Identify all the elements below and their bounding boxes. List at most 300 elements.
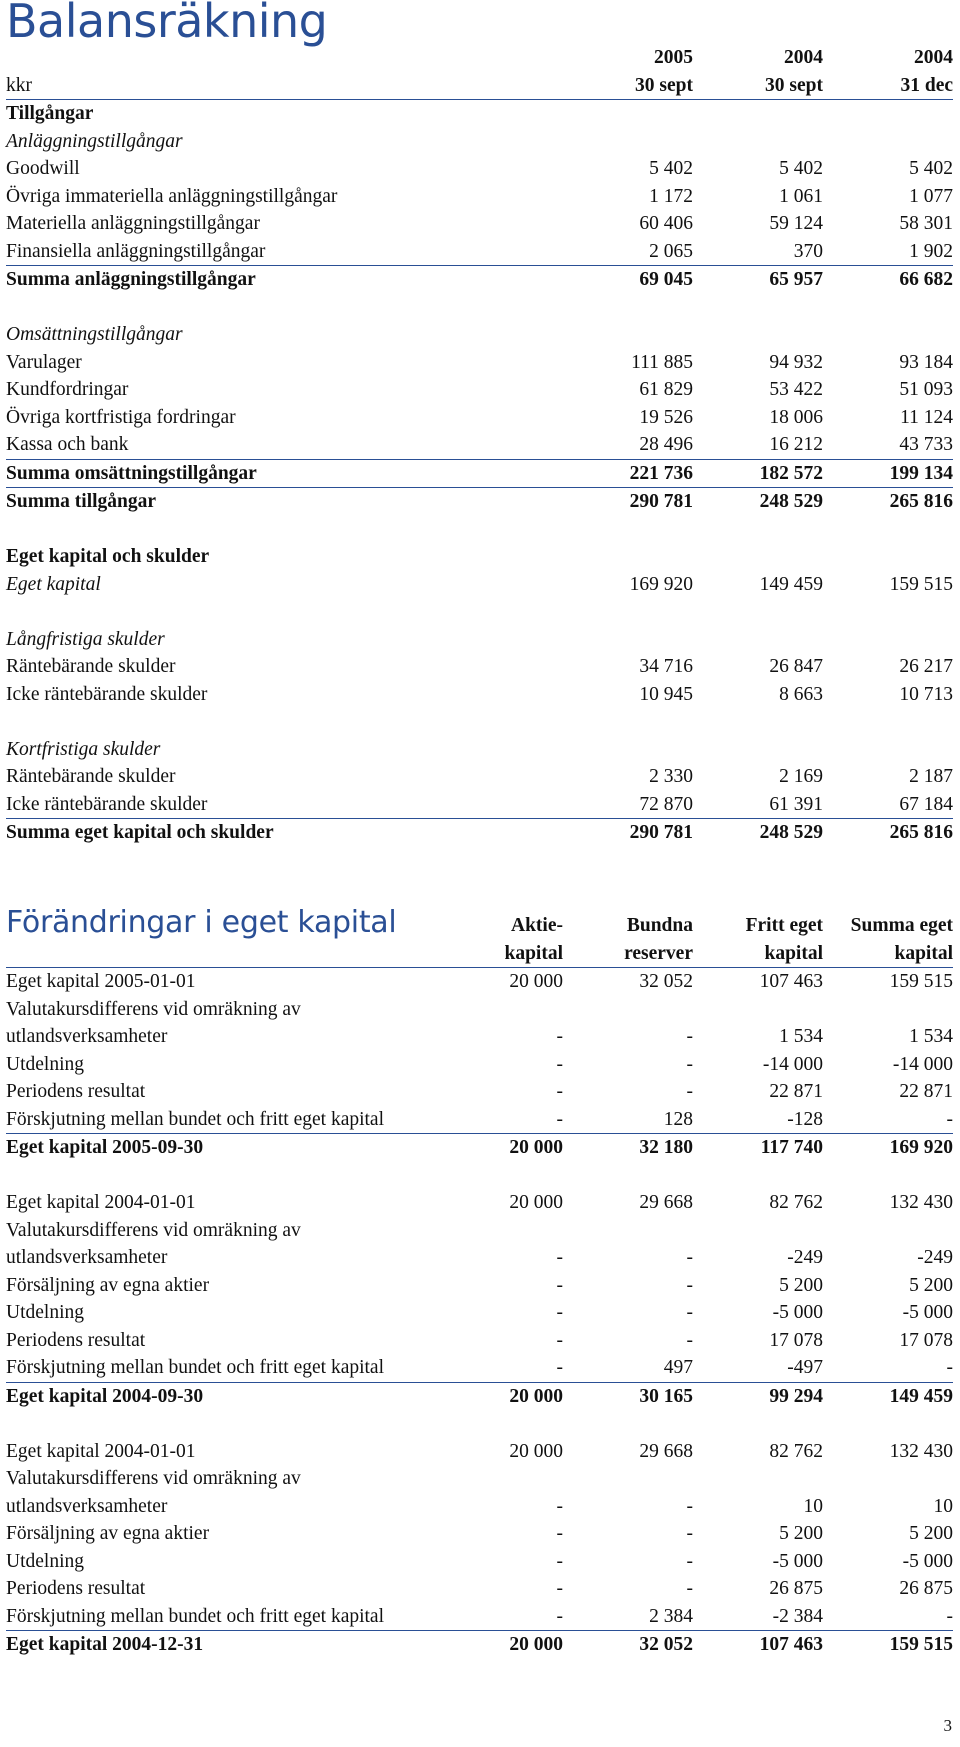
- eq-row-value-4: 5 200: [909, 1523, 953, 1544]
- col-date-2: 30 sept: [693, 72, 823, 100]
- bs-row-value-1: 10 945: [639, 683, 693, 705]
- bs-row-label: Omsättningstillgångar: [6, 324, 183, 345]
- eq-row-value-2: -: [686, 1274, 693, 1296]
- eq-row-value-3: [693, 996, 823, 1024]
- bs-row-value-3: 67 184: [899, 793, 953, 815]
- eq-row-value-4: 26 875: [899, 1578, 953, 1599]
- eq-row-value-1: [446, 1162, 563, 1190]
- bs-row-value-3: 159 515: [889, 573, 953, 595]
- bs-row-value-2: 149 459: [759, 573, 823, 595]
- eq-row-value-1: [446, 996, 563, 1024]
- eq-row-value-2: -: [686, 1495, 693, 1517]
- col-year-3: 2004: [914, 47, 953, 68]
- bs-row-label: Summa tillgångar: [6, 488, 561, 516]
- bs-row-value-1: 69 045: [561, 266, 693, 294]
- eq-row-value-3: 82 762: [769, 1440, 823, 1462]
- eq-row-value-1: -: [556, 1247, 563, 1268]
- eq-row-value-4: 10: [933, 1495, 953, 1517]
- bs-row-value-3: 10 713: [899, 683, 953, 705]
- bs-row-value-3: 265 816: [823, 488, 953, 516]
- eq-row: [6, 1354, 953, 1382]
- eq-row-value-1: [446, 1217, 563, 1245]
- bs-row: [6, 736, 953, 764]
- eq-row-label: Utdelning: [6, 1550, 84, 1572]
- bs-row-label: [6, 598, 561, 626]
- eq-row-value-1: -: [556, 1053, 563, 1075]
- eq-header-1-line2: kapital: [446, 940, 563, 968]
- eq-row-value-1: -: [556, 1329, 563, 1351]
- eq-row-value-2: -: [686, 1302, 693, 1323]
- bs-row-label: Övriga immateriella anläggningstillgångar: [6, 185, 338, 207]
- eq-row-label: utlandsverksamheter: [6, 1247, 168, 1268]
- eq-row-value-1: -: [556, 1081, 563, 1102]
- eq-row-value-2: 32 052: [563, 1631, 693, 1659]
- col-year-1: 2005: [654, 47, 693, 68]
- bs-row-value-3: [823, 128, 953, 156]
- bs-row-value-2: [693, 321, 823, 349]
- bs-row-value-2: 94 932: [769, 351, 823, 373]
- eq-row-value-3: 10: [803, 1495, 823, 1517]
- bs-row-value-1: 19 526: [639, 406, 693, 428]
- bs-row-value-3: 11 124: [900, 406, 953, 428]
- eq-row: [6, 1299, 953, 1327]
- bs-row-value-1: 60 406: [639, 213, 693, 234]
- bs-row: [6, 404, 953, 432]
- bs-row: [6, 708, 953, 736]
- eq-row: [6, 1134, 953, 1162]
- col-date-3: 31 dec: [823, 72, 953, 100]
- eq-row-value-2: -: [686, 1550, 693, 1572]
- bs-row-label: Icke räntebärande skulder: [6, 793, 208, 815]
- bs-row: [6, 376, 953, 404]
- eq-row-label: Periodens resultat: [6, 1578, 146, 1599]
- bs-row-value-1: 5 402: [649, 158, 693, 179]
- bs-row-value-2: 26 847: [769, 656, 823, 677]
- bs-row-label: Långfristiga skulder: [6, 628, 165, 650]
- bs-row-value-3: 58 301: [899, 213, 953, 234]
- bs-row-value-3: [823, 736, 953, 764]
- bs-row-value-3: 26 217: [899, 656, 953, 677]
- bs-row-value-2: [693, 543, 823, 571]
- eq-row-value-2: [563, 1465, 693, 1493]
- eq-row-value-4: 17 078: [899, 1329, 953, 1351]
- eq-row: [6, 996, 953, 1024]
- bs-row: [6, 819, 953, 847]
- eq-header-4-line2: kapital: [823, 940, 953, 968]
- eq-row-value-3: 1 534: [779, 1026, 823, 1047]
- balance-sheet-title: Balansräkning: [6, 0, 328, 48]
- eq-row-value-2: -: [686, 1053, 693, 1075]
- balance-sheet-table: [6, 44, 953, 847]
- eq-row: [6, 968, 953, 996]
- bs-row-value-1: 221 736: [561, 459, 693, 488]
- eq-row-value-3: -5 000: [772, 1302, 823, 1323]
- eq-row-label: Periodens resultat: [6, 1329, 146, 1351]
- eq-row-value-1: 20 000: [446, 1631, 563, 1659]
- equity-changes-title: Förändringar i eget kapital: [6, 905, 397, 940]
- eq-row-value-2: -: [686, 1247, 693, 1268]
- bs-row: [6, 238, 953, 266]
- eq-row: [6, 1410, 953, 1438]
- bs-row-value-2: 248 529: [693, 488, 823, 516]
- bs-row-label: Varulager: [6, 351, 82, 373]
- bs-row-value-2: [693, 708, 823, 736]
- bs-row-value-2: [693, 736, 823, 764]
- eq-row-value-3: -249: [787, 1247, 823, 1268]
- bs-row-value-1: [561, 543, 693, 571]
- bs-row: [6, 598, 953, 626]
- bs-row-value-1: 1 172: [649, 185, 693, 207]
- eq-row-value-3: -5 000: [772, 1550, 823, 1572]
- eq-row-value-2: -: [686, 1081, 693, 1102]
- eq-row-value-2: 2 384: [649, 1605, 693, 1627]
- eq-row-label: [6, 1162, 446, 1190]
- bs-row-value-3: 2 187: [909, 766, 953, 787]
- eq-row-label: Eget kapital 2004-01-01: [6, 1440, 196, 1462]
- eq-row: [6, 1106, 953, 1134]
- bs-row-value-1: [561, 516, 693, 544]
- eq-row-value-1: [446, 1410, 563, 1438]
- eq-header-3-line2: kapital: [693, 940, 823, 968]
- bs-row-value-1: 169 920: [629, 573, 693, 595]
- bs-row: [6, 516, 953, 544]
- bs-row-value-1: [561, 100, 693, 128]
- bs-row: [6, 763, 953, 791]
- eq-header-4-line1: Summa eget: [850, 915, 953, 936]
- eq-row-value-3: 107 463: [693, 1631, 823, 1659]
- eq-row-value-1: -: [556, 1108, 563, 1130]
- eq-row: [6, 1327, 953, 1355]
- eq-row-value-4: [823, 1465, 953, 1493]
- eq-row: [6, 1162, 953, 1190]
- eq-row-value-3: 107 463: [759, 971, 823, 992]
- bs-row-value-2: 2 169: [779, 766, 823, 787]
- bs-row: [6, 626, 953, 654]
- bs-row: [6, 791, 953, 819]
- eq-row-value-4: 5 200: [909, 1274, 953, 1296]
- bs-row-value-3: 1 077: [909, 185, 953, 207]
- eq-row-value-2: [563, 1410, 693, 1438]
- eq-row: [6, 1244, 953, 1272]
- eq-row: [6, 1493, 953, 1521]
- bs-row-label: Kundfordringar: [6, 379, 129, 400]
- eq-header-3-line1: Fritt eget: [745, 915, 823, 936]
- bs-row-label: Finansiella anläggningstillgångar: [6, 240, 266, 262]
- bs-row-value-3: 51 093: [899, 379, 953, 400]
- eq-row-value-4: -14 000: [892, 1053, 953, 1075]
- bs-row-value-3: 199 134: [823, 459, 953, 488]
- bs-row-value-2: 65 957: [693, 266, 823, 294]
- eq-row-value-4: [823, 1162, 953, 1190]
- bs-row: [6, 155, 953, 183]
- bs-row-label: Goodwill: [6, 158, 80, 179]
- eq-row-label: [6, 1410, 446, 1438]
- eq-row: [6, 1051, 953, 1079]
- eq-row-value-3: 117 740: [693, 1134, 823, 1162]
- eq-row-value-3: [693, 1410, 823, 1438]
- eq-row-value-1: -: [556, 1550, 563, 1572]
- bs-row-value-3: 265 816: [823, 819, 953, 847]
- eq-row: [6, 1520, 953, 1548]
- bs-row-value-1: [561, 736, 693, 764]
- bs-row: [6, 681, 953, 709]
- eq-row-value-3: 26 875: [769, 1578, 823, 1599]
- bs-row-value-2: 53 422: [769, 379, 823, 400]
- eq-row-label: Utdelning: [6, 1053, 84, 1075]
- eq-row-value-4: 1 534: [909, 1026, 953, 1047]
- bs-row: [6, 431, 953, 459]
- bs-row-value-1: [561, 128, 693, 156]
- equity-changes-table: [6, 912, 953, 1659]
- eq-row-value-4: -5 000: [902, 1550, 953, 1572]
- bs-row-label: [6, 516, 561, 544]
- eq-row-value-1: -: [556, 1026, 563, 1047]
- eq-row-value-4: 159 515: [889, 971, 953, 992]
- bs-row-value-1: 290 781: [561, 488, 693, 516]
- eq-row: [6, 1548, 953, 1576]
- eq-row-value-2: -: [686, 1026, 693, 1047]
- bs-row-value-1: 2 065: [649, 240, 693, 262]
- bs-row-value-1: 28 496: [639, 434, 693, 455]
- bs-row-value-3: 1 902: [909, 240, 953, 262]
- bs-row-value-2: 61 391: [769, 793, 823, 815]
- bs-row-value-1: 72 870: [639, 793, 693, 815]
- eq-row-value-1: 20 000: [509, 1440, 563, 1462]
- bs-row-value-1: 34 716: [639, 656, 693, 677]
- eq-row-value-3: -497: [787, 1357, 823, 1378]
- eq-row-value-4: [823, 1410, 953, 1438]
- eq-row-label: utlandsverksamheter: [6, 1495, 168, 1517]
- eq-row-value-4: 169 920: [823, 1134, 953, 1162]
- eq-row: [6, 1438, 953, 1466]
- bs-row-label: Eget kapital och skulder: [6, 546, 210, 567]
- eq-row: [6, 1078, 953, 1106]
- eq-row-value-3: 82 762: [769, 1192, 823, 1213]
- bs-row-value-2: [693, 100, 823, 128]
- bs-row-value-1: [561, 708, 693, 736]
- eq-row: [6, 1272, 953, 1300]
- bs-row-value-2: [693, 598, 823, 626]
- eq-header-2-line2: reserver: [563, 940, 693, 968]
- bs-row-label: Summa eget kapital och skulder: [6, 819, 561, 847]
- eq-row: [6, 1575, 953, 1603]
- eq-row-value-3: -128: [787, 1108, 823, 1130]
- eq-row-value-3: -14 000: [762, 1053, 823, 1075]
- eq-row-value-4: 132 430: [889, 1192, 953, 1213]
- bs-row-value-1: [561, 321, 693, 349]
- eq-row-value-2: 128: [663, 1108, 693, 1130]
- eq-row: [6, 1023, 953, 1051]
- bs-row-value-3: 43 733: [899, 434, 953, 455]
- eq-row-label: Valutakursdifferens vid omräkning av: [6, 1468, 301, 1489]
- eq-row-value-4: -: [946, 1357, 953, 1378]
- eq-row-value-2: -: [686, 1523, 693, 1544]
- bs-row: [6, 210, 953, 238]
- eq-row-label: Eget kapital 2004-01-01: [6, 1192, 196, 1213]
- bs-row: [6, 459, 953, 488]
- eq-row-value-4: [823, 996, 953, 1024]
- eq-row-value-3: 5 200: [779, 1523, 823, 1544]
- eq-row-label: Förskjutning mellan bundet och fritt eget kapital: [6, 1605, 385, 1627]
- eq-row-value-1: [446, 1465, 563, 1493]
- bs-row-label: [6, 294, 561, 322]
- eq-row: [6, 1189, 953, 1217]
- eq-row-value-4: 159 515: [823, 1631, 953, 1659]
- eq-row-value-4: -: [946, 1108, 953, 1130]
- eq-row-value-1: 20 000: [509, 1192, 563, 1213]
- bs-row: [6, 653, 953, 681]
- bs-row: [6, 266, 953, 294]
- bs-row-value-2: [693, 626, 823, 654]
- bs-row-value-3: [823, 543, 953, 571]
- eq-row: [6, 1603, 953, 1631]
- eq-row-value-2: 497: [663, 1357, 693, 1378]
- eq-header-2-line1: Bundna: [626, 915, 693, 936]
- bs-row-label: Kortfristiga skulder: [6, 738, 161, 760]
- eq-row: [6, 1382, 953, 1410]
- bs-row-value-3: [823, 598, 953, 626]
- eq-row-value-2: 30 165: [563, 1382, 693, 1410]
- eq-row-value-3: 17 078: [769, 1329, 823, 1351]
- bs-row-value-3: 5 402: [909, 158, 953, 179]
- bs-row-value-3: 66 682: [823, 266, 953, 294]
- eq-row-label: Försäljning av egna aktier: [6, 1274, 210, 1296]
- col-year-2: 2004: [784, 47, 823, 68]
- eq-row-value-3: [693, 1162, 823, 1190]
- bs-row-value-2: 248 529: [693, 819, 823, 847]
- bs-row-value-2: 59 124: [769, 213, 823, 234]
- eq-header-1-line1: Aktie-: [511, 915, 563, 936]
- eq-row-value-3: [693, 1465, 823, 1493]
- bs-row-value-1: [561, 294, 693, 322]
- bs-row-value-2: 18 006: [769, 406, 823, 428]
- eq-row-value-3: -2 384: [772, 1605, 823, 1627]
- eq-row: [6, 1465, 953, 1493]
- eq-row-label: Valutakursdifferens vid omräkning av: [6, 1219, 301, 1241]
- bs-row-value-1: [561, 598, 693, 626]
- eq-row-label: Förskjutning mellan bundet och fritt eget kapital: [6, 1108, 385, 1130]
- bs-row-value-2: [693, 128, 823, 156]
- eq-row-value-4: -249: [917, 1247, 953, 1268]
- bs-row-label: Anläggningstillgångar: [6, 130, 183, 152]
- eq-row-value-2: -: [686, 1578, 693, 1599]
- bs-row-value-1: 290 781: [561, 819, 693, 847]
- bs-row-value-3: [823, 294, 953, 322]
- eq-row-value-2: [563, 1162, 693, 1190]
- bs-row-label: Räntebärande skulder: [6, 766, 176, 787]
- eq-row-value-2: [563, 1217, 693, 1245]
- eq-row: [6, 1217, 953, 1245]
- eq-row-value-4: [823, 1217, 953, 1245]
- bs-row-value-3: [823, 321, 953, 349]
- bs-row: [6, 321, 953, 349]
- bs-row-value-1: 61 829: [639, 379, 693, 400]
- bs-row-value-1: 111 885: [631, 351, 693, 373]
- eq-row-value-3: 99 294: [693, 1382, 823, 1410]
- eq-row-value-3: [693, 1217, 823, 1245]
- bs-row: [6, 183, 953, 211]
- bs-row-value-3: [823, 100, 953, 128]
- eq-row-label: Eget kapital 2004-12-31: [6, 1631, 446, 1659]
- eq-row-value-4: 149 459: [823, 1382, 953, 1410]
- eq-row-label: Periodens resultat: [6, 1081, 146, 1102]
- bs-row-value-3: [823, 708, 953, 736]
- eq-row-value-1: -: [556, 1495, 563, 1517]
- bs-row-value-2: 370: [793, 240, 823, 262]
- bs-row: [6, 571, 953, 599]
- eq-row-value-1: -: [556, 1302, 563, 1323]
- bs-row-value-1: [561, 626, 693, 654]
- eq-row-label: Eget kapital 2005-09-30: [6, 1134, 446, 1162]
- bs-row: [6, 488, 953, 516]
- eq-row-value-4: 132 430: [889, 1440, 953, 1462]
- eq-row-value-2: 32 180: [563, 1134, 693, 1162]
- bs-row: [6, 543, 953, 571]
- bs-row-label: Räntebärande skulder: [6, 656, 176, 677]
- unit-label: kkr: [6, 72, 561, 100]
- bs-row: [6, 128, 953, 156]
- eq-row-value-1: -: [556, 1523, 563, 1544]
- col-date-1: 30 sept: [561, 72, 693, 100]
- eq-row-value-2: [563, 996, 693, 1024]
- eq-row-label: Eget kapital 2004-09-30: [6, 1382, 446, 1410]
- eq-row-value-1: -: [556, 1274, 563, 1296]
- bs-row-label: Eget kapital: [6, 573, 101, 595]
- eq-row-value-1: -: [556, 1578, 563, 1599]
- bs-row-value-2: 5 402: [779, 158, 823, 179]
- bs-row-value-1: 2 330: [649, 766, 693, 787]
- eq-row-value-1: -: [556, 1605, 563, 1627]
- bs-row-label: Materiella anläggningstillgångar: [6, 213, 260, 234]
- eq-row-value-2: 29 668: [639, 1440, 693, 1462]
- eq-row-value-1: -: [556, 1357, 563, 1378]
- eq-row-label: Valutakursdifferens vid omräkning av: [6, 998, 301, 1020]
- bs-row-value-2: [693, 516, 823, 544]
- bs-row-label: Summa omsättningstillgångar: [6, 459, 561, 488]
- eq-row-value-1: 20 000: [446, 1382, 563, 1410]
- eq-row-value-1: 20 000: [446, 1134, 563, 1162]
- page-number: 3: [943, 1716, 952, 1735]
- bs-row-value-3: [823, 626, 953, 654]
- eq-row-value-3: 5 200: [779, 1274, 823, 1296]
- eq-row-value-4: -5 000: [902, 1302, 953, 1323]
- bs-row-value-3: 93 184: [899, 351, 953, 373]
- eq-row-label: Utdelning: [6, 1302, 84, 1323]
- bs-row: [6, 294, 953, 322]
- bs-row-label: [6, 708, 561, 736]
- bs-row-value-2: [693, 294, 823, 322]
- eq-row-label: Förskjutning mellan bundet och fritt eget kapital: [6, 1357, 385, 1378]
- bs-row: [6, 100, 953, 128]
- eq-row-label: Eget kapital 2005-01-01: [6, 971, 196, 992]
- bs-row-value-2: 1 061: [779, 185, 823, 207]
- bs-row: [6, 349, 953, 377]
- eq-row: [6, 1631, 953, 1659]
- eq-row-label: Försäljning av egna aktier: [6, 1523, 210, 1544]
- bs-row-label: Kassa och bank: [6, 434, 129, 455]
- bs-row-label: Summa anläggningstillgångar: [6, 266, 561, 294]
- bs-row-label: Övriga kortfristiga fordringar: [6, 406, 236, 428]
- eq-row-value-4: -: [946, 1605, 953, 1627]
- eq-row-label: utlandsverksamheter: [6, 1026, 168, 1047]
- bs-row-label: Icke räntebärande skulder: [6, 683, 208, 705]
- eq-row-value-1: 20 000: [509, 971, 563, 992]
- bs-row-value-2: 182 572: [693, 459, 823, 488]
- bs-row-value-2: 16 212: [769, 434, 823, 455]
- bs-row-value-3: [823, 516, 953, 544]
- eq-row-value-4: 22 871: [899, 1081, 953, 1102]
- bs-row-label: Tillgångar: [6, 103, 94, 124]
